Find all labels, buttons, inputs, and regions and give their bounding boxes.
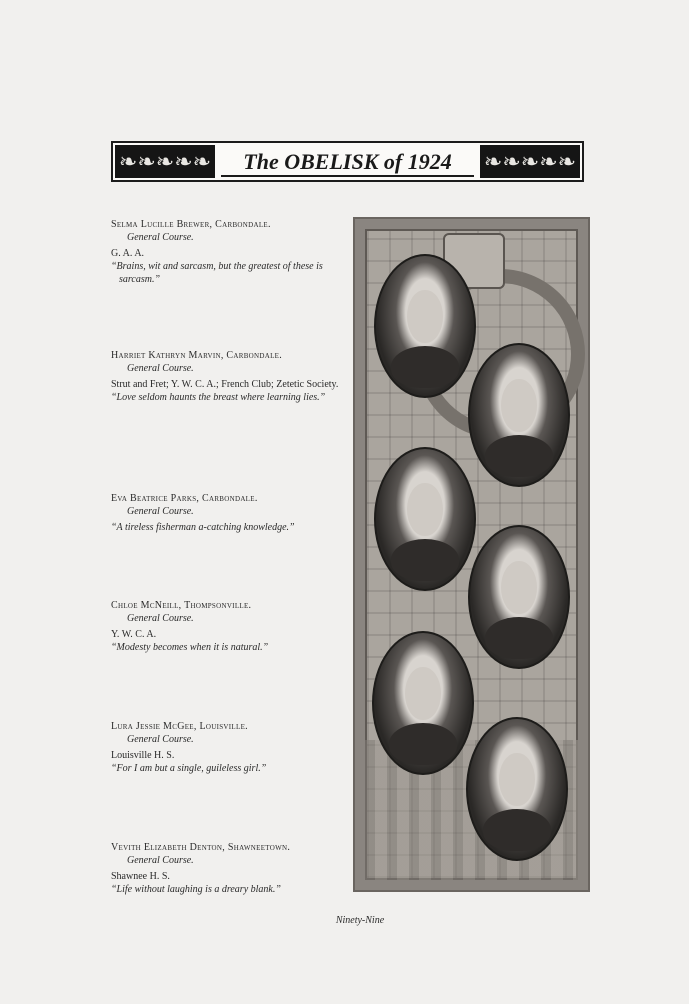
portrait-photo [374, 254, 476, 398]
student-activities: G. A. A. [111, 248, 145, 259]
portrait-face [407, 290, 442, 343]
portrait-body [485, 435, 554, 477]
student-course: General Course. [127, 613, 194, 624]
student-quote: “A tireless fisherman a-catching knowledge.” [111, 522, 295, 533]
student-name: Chloe McNeill, Thompsonville. [111, 600, 252, 611]
student-name: Selma Lucille Brewer, Carbondale. [111, 219, 271, 230]
student-activities: Y. W. C. A. [111, 629, 157, 640]
student-quote: “Brains, wit and sarcasm, but the greatest of these is sarcasm.” [111, 261, 323, 285]
portrait-photo [374, 447, 476, 591]
portrait-photo [372, 631, 474, 775]
portrait-body [391, 346, 460, 388]
student-entry [111, 349, 341, 404]
banner-title: The OBELISK of 1924 [243, 149, 452, 174]
student-course: General Course. [127, 232, 194, 243]
student-entry [111, 599, 341, 654]
student-quote: “Modesty becomes when it is natural.” [111, 642, 269, 653]
student-activities: Louisville H. S. [111, 750, 175, 761]
portrait-photo [468, 343, 570, 487]
banner-ornament-left: ❧❧❧❧❧ [115, 145, 215, 178]
student-course: General Course. [127, 506, 194, 517]
student-entry [111, 720, 341, 775]
portrait-plate [353, 217, 590, 892]
student-name: Harriet Kathryn Marvin, Carbondale. [111, 350, 283, 361]
portrait-body [389, 723, 458, 765]
student-activities: Shawnee H. S. [111, 871, 170, 882]
student-entry [111, 841, 341, 896]
portrait-photo [468, 525, 570, 669]
portrait-body [483, 809, 552, 851]
portrait-face [407, 483, 442, 536]
portrait-face [405, 667, 440, 720]
portrait-face [499, 753, 534, 806]
student-name: Eva Beatrice Parks, Carbondale. [111, 493, 258, 504]
banner-ornament-right: ❧❧❧❧❧ [480, 145, 580, 178]
page-banner [111, 141, 584, 182]
student-quote: “Love seldom haunts the breast where learning lies.” [111, 392, 326, 403]
portrait-face [501, 379, 536, 432]
portrait-body [391, 539, 460, 581]
student-name: Lura Jessie McGee, Louisville. [111, 721, 248, 732]
student-name: Vevith Elizabeth Denton, Shawneetown. [111, 842, 291, 853]
portrait-face [501, 561, 536, 614]
page-number: Ninety-Nine [335, 915, 385, 926]
student-course: General Course. [127, 734, 194, 745]
student-quote: “For I am but a single, guileless girl.” [111, 763, 267, 774]
student-entry [111, 218, 341, 286]
student-course: General Course. [127, 855, 194, 866]
student-quote: “Life without laughing is a dreary blank.” [111, 884, 281, 895]
portrait-photo [466, 717, 568, 861]
portrait-body [485, 617, 554, 659]
banner-underline [221, 175, 474, 177]
student-entry [111, 492, 341, 534]
student-activities: Strut and Fret; Y. W. C. A.; French Club; Zetetic Society. [111, 379, 339, 390]
student-course: General Course. [127, 363, 194, 374]
